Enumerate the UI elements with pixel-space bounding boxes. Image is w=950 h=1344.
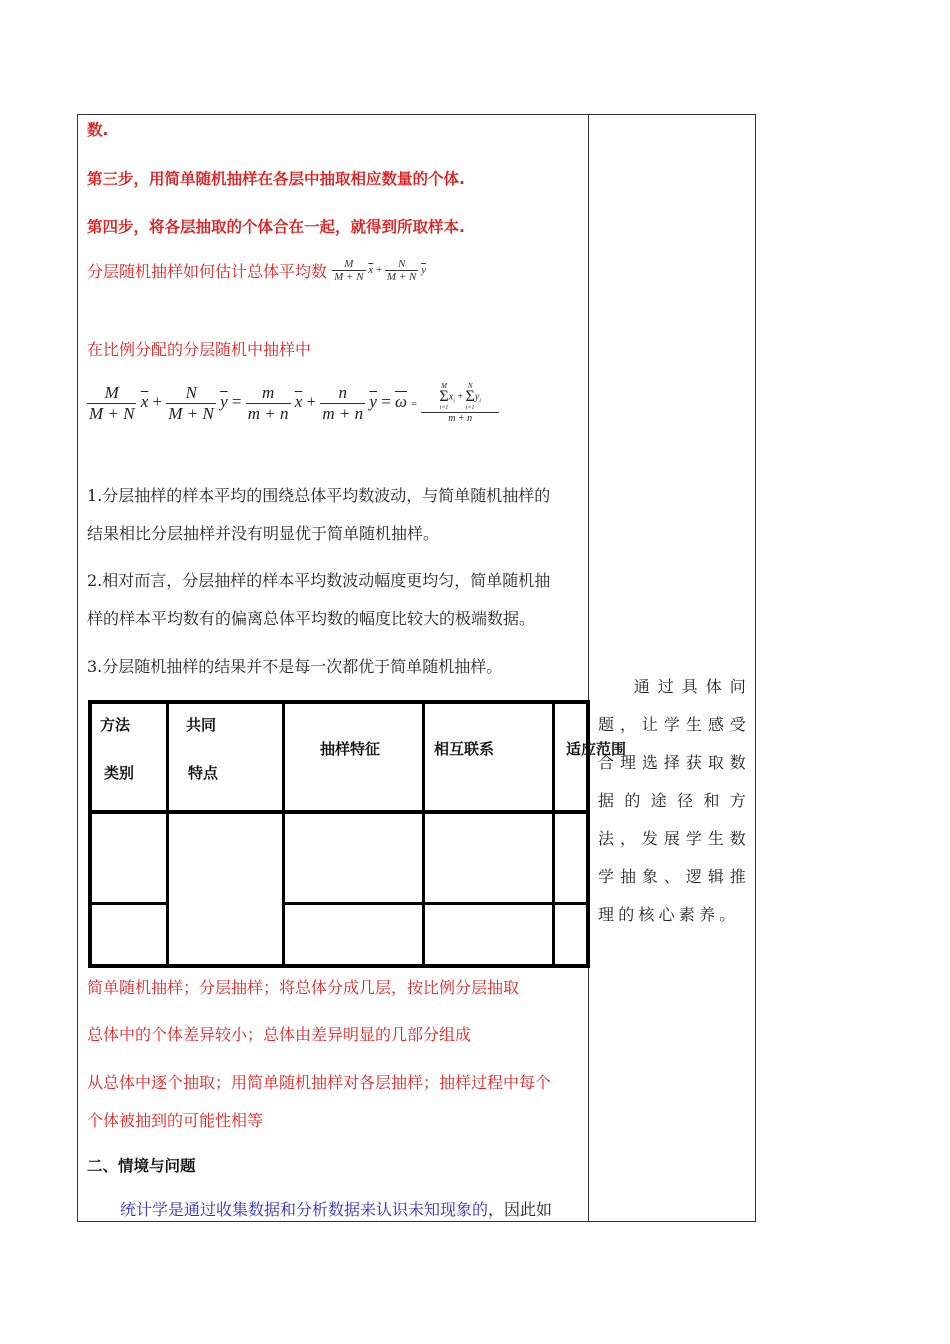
header-method: 方法: [100, 716, 131, 734]
omega-bar: $\overline{\omega}$: [395, 391, 408, 411]
comparison-table: [88, 700, 627, 968]
step-four: 第四步，将各层抽取的个体合在一起，就得到所取样本.: [87, 218, 465, 236]
plus: +: [152, 391, 163, 411]
y-bar: $\overline{y}$: [421, 264, 426, 277]
header-sampling-features: 抽样特征: [320, 740, 381, 758]
paragraph-2b: 样的样本平均数有的偏离总体平均数的幅度比较大的极端数据。: [87, 609, 536, 628]
text-line: 数.: [87, 121, 109, 139]
paragraph-1a: 1.分层抽样的样本平均的围绕总体平均数波动，与简单随机抽样的: [87, 486, 551, 505]
proportion-line: 在比例分配的分层随机中抽样中: [87, 340, 312, 359]
paragraph-2a: 2.相对而言，分层抽样的样本平均数波动幅度更均匀，简单随机抽: [87, 571, 551, 590]
equals: =: [411, 398, 417, 410]
design-intent-text: 通过具体问题，让学生感受合理选择获取数据的途径和方法，发展学生数学抽象、逻辑推理的核心素养。: [598, 677, 750, 924]
intro-paragraph: [120, 1197, 552, 1220]
y-bar: $\overline{y}$: [369, 391, 377, 411]
design-intent-note: [598, 668, 750, 934]
frac: $\frac{M}{M + N}$: [334, 258, 364, 283]
equals: =: [231, 391, 242, 411]
answer-line-1: 简单随机抽样；分层抽样；将总体分成几层，按比例分层抽取: [87, 978, 520, 997]
paragraph-3: 3.分层随机抽样的结果并不是每一次都优于简单随机抽样。: [87, 657, 503, 676]
column-divider: [588, 114, 589, 1222]
formula-small: [332, 258, 426, 283]
x-bar: $\overline{x}$: [368, 264, 374, 277]
answer-line-3a: 从总体中逐个抽取；用简单随机抽样对各层抽样；抽样过程中每个: [87, 1073, 552, 1092]
frac: $\frac{N}{M + N}$: [168, 382, 214, 423]
header-category: 类别: [104, 764, 135, 782]
section-heading: 二、情境与问题: [87, 1157, 196, 1175]
frac: $\frac{m}{m + n}$: [247, 382, 289, 423]
formula-large: [87, 382, 499, 424]
paragraph-1b: 结果相比分层抽样并没有明显优于简单随机抽样。: [87, 524, 440, 543]
sum-frac: M Σ i=1 $x_i$ + N Σ i=1 $y_i$ m + n: [421, 382, 499, 424]
estimate-line: [87, 258, 426, 283]
header-features: 特点: [188, 764, 219, 782]
frac: $\frac{M}{M + N}$: [89, 382, 135, 423]
y-bar: $\overline{y}$: [220, 391, 228, 411]
header-common: 共同: [186, 716, 217, 734]
answer-line-3b: 个体被抽到的可能性相等: [87, 1111, 264, 1130]
plus: +: [375, 264, 383, 277]
intro-black-text: ，因此如: [488, 1200, 553, 1219]
step-three: 第三步，用简单随机抽样在各层中抽取相应数量的个体.: [87, 170, 465, 188]
plus: +: [306, 391, 317, 411]
equals: =: [381, 391, 391, 411]
header-scope: 适应范围: [566, 740, 627, 758]
x-bar: $\overline{x}$: [294, 391, 303, 411]
frac: $\frac{n}{m + n}$: [322, 382, 364, 423]
intro-blue-text: 统计学是通过收集数据和分析数据来认识未知现象的: [120, 1200, 489, 1219]
frac: $\frac{N}{M + N}$: [386, 258, 417, 283]
x-bar: $\overline{x}$: [140, 391, 149, 411]
estimate-label: 分层随机抽样如何估计总体平均数: [87, 262, 328, 281]
header-relation: 相互联系: [434, 740, 495, 758]
answer-line-2: 总体中的个体差异较小；总体由差异明显的几部分组成: [87, 1025, 472, 1044]
